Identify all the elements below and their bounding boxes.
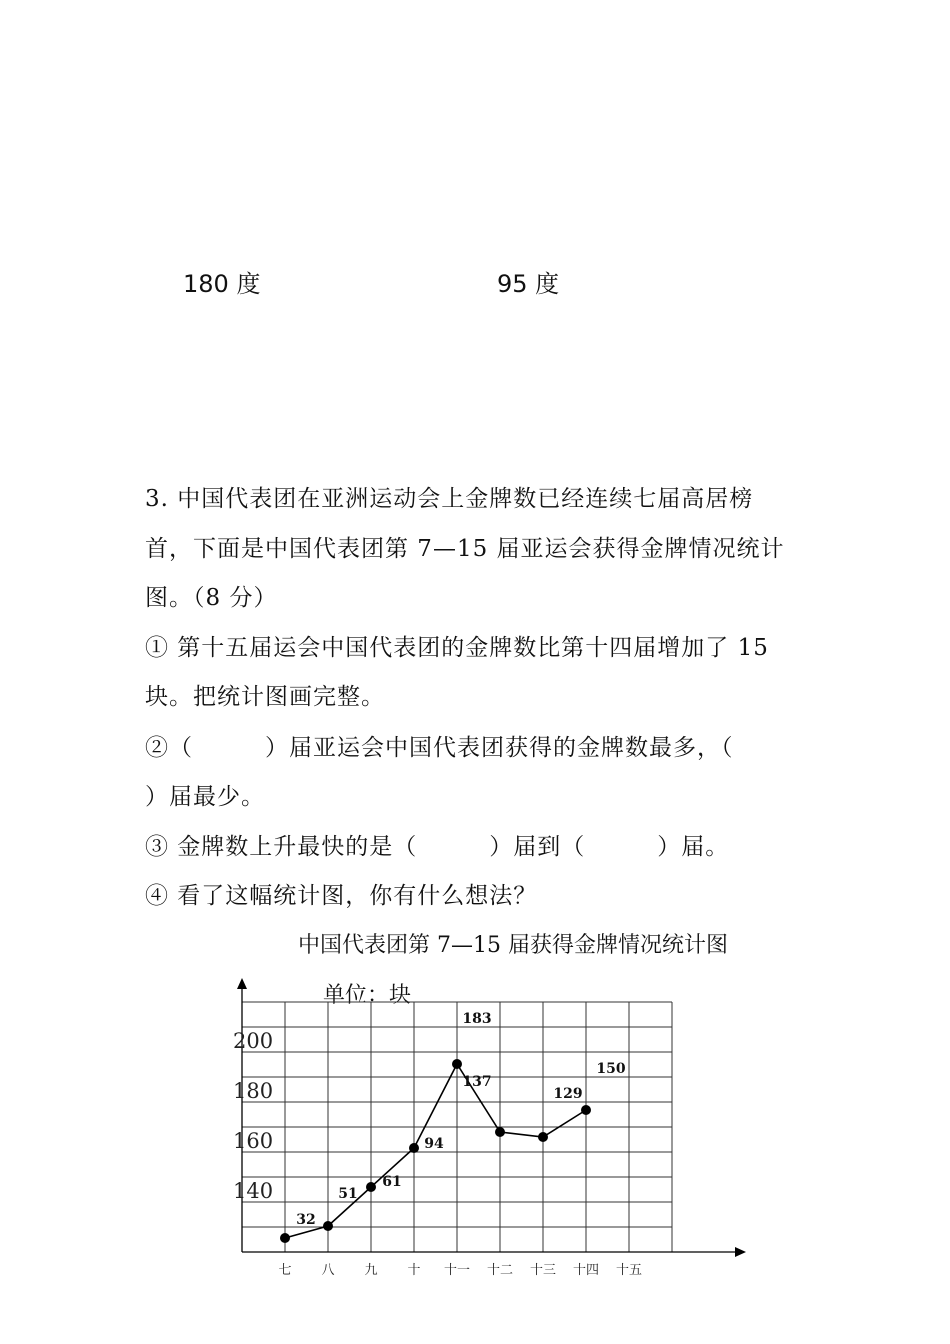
data-point <box>366 1182 376 1192</box>
x-tick-label: 十二 <box>486 1263 514 1278</box>
question-line-2: 首，下面是中国代表团第 7—15 届亚运会获得金牌情况统计 <box>145 536 785 562</box>
data-label: 137 <box>462 1074 492 1090</box>
question-item-1-cont: 块。把统计图画完整。 <box>145 684 385 710</box>
data-label: 150 <box>596 1061 626 1077</box>
data-point <box>409 1143 419 1153</box>
data-point <box>323 1221 333 1231</box>
angle-label-95: 95 度 <box>497 270 560 298</box>
line-chart <box>220 970 760 1290</box>
x-tick-label: 八 <box>321 1263 335 1278</box>
x-axis-arrow <box>735 1247 746 1257</box>
x-tick-label: 十五 <box>615 1263 643 1278</box>
x-tick-label: 九 <box>364 1263 378 1278</box>
data-label: 51 <box>338 1186 358 1202</box>
y-axis-arrow <box>237 978 247 989</box>
data-point <box>495 1127 505 1137</box>
data-point <box>538 1132 548 1142</box>
question-line-3: 图。（8 分） <box>145 585 278 611</box>
data-label: 183 <box>462 1011 492 1027</box>
y-tick-label: 180 <box>233 1079 274 1103</box>
data-label: 129 <box>553 1086 583 1102</box>
question-item-2-cont: ）届最少。 <box>145 784 265 810</box>
x-tick-label: 十 <box>407 1263 421 1278</box>
x-tick-label: 七 <box>278 1263 292 1278</box>
data-point <box>452 1059 462 1069</box>
question-item-3: ③ 金牌数上升最快的是（ ）届到（ ）届。 <box>145 834 730 860</box>
question-item-2: ②（ ）届亚运会中国代表团获得的金牌数最多，（ <box>145 735 734 761</box>
x-tick-label: 十三 <box>529 1263 557 1278</box>
chart-unit: 单位：块 <box>323 983 412 1008</box>
question-item-1: ① 第十五届运会中国代表团的金牌数比第十四届增加了 15 <box>145 635 769 661</box>
y-tick-label: 200 <box>233 1029 274 1053</box>
data-label: 32 <box>296 1212 316 1228</box>
data-point <box>280 1233 290 1243</box>
x-tick-label: 十一 <box>443 1263 471 1278</box>
data-point <box>581 1105 591 1115</box>
question-item-4: ④ 看了这幅统计图，你有什么想法？ <box>145 883 538 909</box>
data-label: 61 <box>382 1174 402 1190</box>
x-tick-label: 十四 <box>572 1263 600 1278</box>
y-tick-label: 160 <box>233 1129 274 1153</box>
data-label: 94 <box>424 1136 444 1152</box>
question-line-1: 3. 中国代表团在亚洲运动会上金牌数已经连续七届高居榜 <box>145 486 754 512</box>
y-tick-label: 140 <box>233 1179 274 1203</box>
chart-title: 中国代表团第 7—15 届获得金牌情况统计图 <box>298 933 728 958</box>
angle-label-180: 180 度 <box>183 270 261 298</box>
